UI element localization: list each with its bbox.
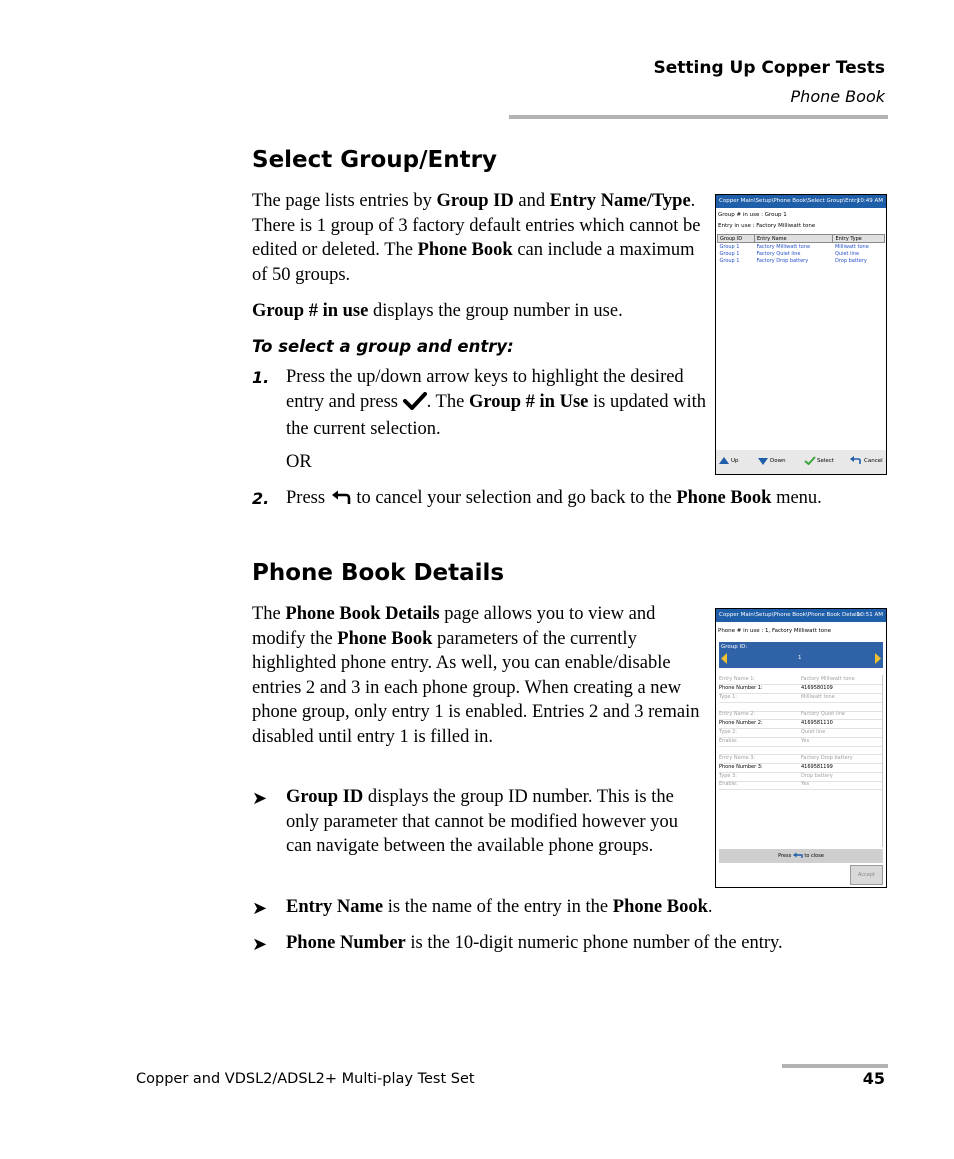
phone-book-details-screenshot	[715, 608, 887, 888]
down-button[interactable]: Down	[770, 458, 786, 464]
table-row[interactable]: Group 1 Factory Drop battery Drop battery	[719, 257, 867, 264]
field-row[interactable]: Phone Number 1: 4169580109	[719, 684, 883, 694]
screen1-title-bar: Copper Main\Setup\Phone Book\Select Group\Entry 10:49 AM	[716, 195, 886, 208]
back-arrow-icon	[793, 852, 803, 858]
cancel-back-icon[interactable]	[850, 456, 862, 465]
table-row[interactable]: Group 1 Factory Quiet line Quiet line	[719, 250, 860, 257]
screen1-entry-in-use: Entry in use : Factory Milliwatt tone	[718, 223, 816, 229]
screen2-title-bar: Copper Main\Setup\Phone Book\Phone Book Details 10:51 AM	[716, 609, 886, 622]
group-id-selector[interactable]	[719, 642, 883, 668]
step2-number: 2.	[252, 489, 270, 508]
up-button[interactable]: Up	[731, 458, 739, 464]
screen2-phone-in-use: Phone # in use : 1, Factory Milliwatt tone	[718, 628, 832, 634]
field-row[interactable]: Entry Name 3: Factory Drop battery	[719, 754, 883, 764]
field-row[interactable]: Entry Name 1: Factory Milliwatt tone	[719, 675, 883, 685]
header-rule	[509, 115, 888, 119]
step1-number: 1.	[252, 368, 270, 387]
accept-button[interactable]: Accept	[850, 865, 883, 885]
back-arrow-icon	[330, 489, 352, 514]
field-row[interactable]: Phone Number 3: 4169581199	[719, 763, 883, 773]
left-arrow-icon[interactable]	[721, 653, 727, 664]
field-row[interactable]: Entry Name 2: Factory Quiet line	[719, 710, 883, 720]
bullet-group-id: Group ID displays the group ID number. This is the only parameter that cannot be modified however you can navigate between the available phone groups.	[286, 787, 678, 856]
field-row[interactable]: Type 1: Milliwatt tone	[719, 693, 883, 703]
section1-paragraph1: The page lists entries by Group ID and Entry Name/Type. There is 1 group of 3 factory default entries which cannot be edited or deleted. The Phone Book can include a maximum of 50 groups.	[252, 191, 701, 285]
select-check-icon[interactable]	[804, 456, 816, 465]
checkmark-icon	[403, 392, 427, 418]
group-id-label: Group ID:	[721, 644, 748, 650]
bullet-phone-number: Phone Number is the 10-digit numeric phone number of the entry.	[286, 933, 783, 953]
press-to-close-bar: Press to close	[719, 849, 883, 863]
footer-product-name: Copper and VDSL2/ADSL2+ Multi-play Test Set	[136, 1071, 475, 1087]
screen1-footer	[716, 450, 886, 474]
bullet-arrow-icon: ➤	[252, 898, 268, 918]
running-header-title: Setting Up Copper Tests	[653, 58, 885, 78]
field-row[interactable]: Phone Number 2: 4169581110	[719, 719, 883, 729]
bullet-arrow-icon: ➤	[252, 788, 268, 808]
field-row[interactable]: Enable: Yes	[719, 737, 883, 747]
group-id-value: 1	[798, 655, 802, 661]
table-row[interactable]: Group 1 Factory Milliwatt tone Milliwatt tone	[719, 243, 869, 250]
page-number: 45	[862, 1069, 885, 1088]
running-header-subtitle: Phone Book	[790, 87, 885, 106]
screen1-entry-table: Group ID Entry Name Entry Type Group 1 Factory Milliwatt tone Milliwatt tone Group 1 Factory Quiet line Quiet line Group 1 Factory Drop battery Drop battery	[717, 234, 885, 264]
footer-rule	[782, 1064, 888, 1068]
up-arrow-icon[interactable]	[719, 457, 729, 464]
section-heading-select-group: Select Group/Entry	[252, 147, 497, 173]
bullet-arrow-icon: ➤	[252, 934, 268, 954]
section2-paragraph1: The Phone Book Details page allows you to view and modify the Phone Book parameters of the currently highlighted phone entry. As well, you can enable/disable entries 2 and 3 in each phone group. When creating a new phone group, only entry 1 is enabled. Entries 2 and 3 remain disabled until entry 1 is filled in.	[252, 604, 700, 747]
field-row[interactable]: Enable: Yes	[719, 780, 883, 790]
field-row[interactable]: Type 2: Quiet line	[719, 728, 883, 738]
step2-text: Press to cancel your selection and go back to the Phone Book menu.	[286, 486, 856, 514]
select-button[interactable]: Select	[817, 458, 834, 464]
cancel-button[interactable]: Cancel	[864, 458, 883, 464]
procedure-title: To select a group and entry:	[252, 337, 514, 356]
right-arrow-icon[interactable]	[875, 653, 881, 664]
section1-paragraph2: Group # in use displays the group number in use.	[252, 301, 623, 321]
section-heading-phone-book-details: Phone Book Details	[252, 560, 505, 586]
bullet-entry-name: Entry Name is the name of the entry in the Phone Book.	[286, 897, 713, 917]
down-arrow-icon[interactable]	[758, 458, 768, 465]
field-row[interactable]: Type 3: Drop battery	[719, 772, 883, 782]
or-text: OR	[286, 452, 312, 472]
step1-text: Press the up/down arrow keys to highlight the desired entry and press . The Group # in Use is updated with the current selection.	[286, 367, 707, 439]
select-group-entry-screenshot	[715, 194, 887, 475]
scroll-track	[882, 675, 883, 847]
screen1-group-in-use: Group # in use : Group 1	[718, 212, 787, 218]
